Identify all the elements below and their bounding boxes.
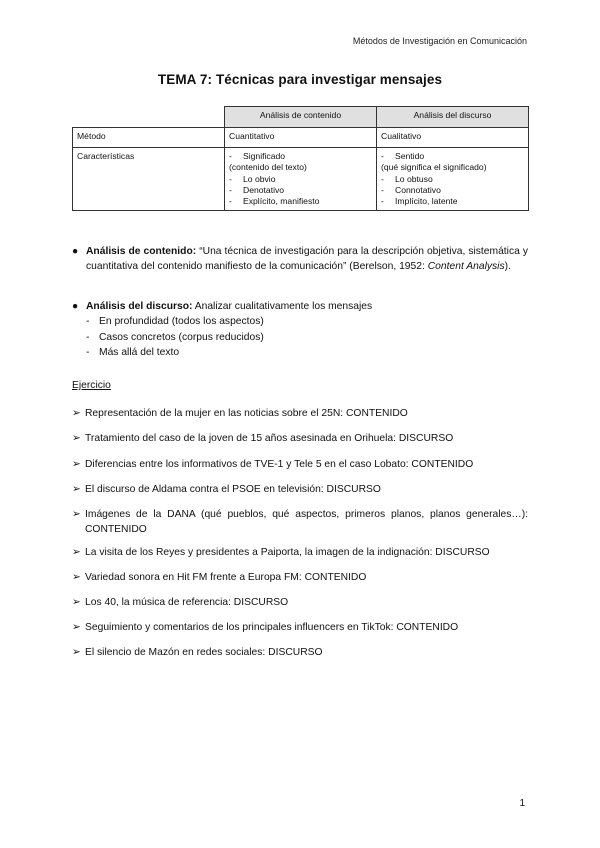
- comparison-table: [72, 106, 529, 211]
- exercise-item: ➢ La visita de los Reyes y presidentes a Paiporta, la imagen de la indignación: DISCURSO: [72, 545, 528, 560]
- bullet-source: Content Analysis: [427, 261, 505, 273]
- page-header: Métodos de Investigación en Comunicación: [352, 36, 527, 46]
- arrow-icon: ➢: [72, 647, 81, 658]
- table-row-features: [73, 148, 529, 211]
- feature-item: Significado: [243, 151, 286, 161]
- exercise-item: ➢ Tratamiento del caso de la joven de 15 años asesinada en Orihuela: DISCURSO: [72, 431, 528, 446]
- feature-item: Lo obtuso: [395, 173, 433, 184]
- exercise-item: ➢ El discurso de Aldama contra el PSOE en televisión: DISCURSO: [72, 482, 528, 497]
- arrow-icon: ➢: [72, 547, 81, 558]
- page-title: TEMA 7: Técnicas para investigar mensajes: [157, 72, 443, 87]
- exercise-heading: Ejercicio: [72, 380, 111, 391]
- feature-item: Lo obvio: [243, 173, 276, 184]
- exercise-item: ➢ Diferencias entre los informativos de TVE-1 y Tele 5 en el caso Lobato: CONTENIDO: [72, 457, 528, 472]
- bullet-definition: “Una técnica de investigación para la descripción objetiva, sistemática y cuantitativa del contenido manifiesto de la comunicación” (Berelson, 1952:: [86, 246, 528, 273]
- arrow-icon: ➢: [72, 572, 81, 583]
- exercise-item: ➢ El silencio de Mazón en redes sociales: DISCURSO: [72, 645, 528, 660]
- bullet-dot-icon: ●: [72, 301, 79, 312]
- exercise-item: ➢ Los 40, la música de referencia: DISCURSO: [72, 595, 528, 610]
- table-header-discourse: Análisis del discurso: [377, 107, 529, 128]
- bullet-source-end: ).: [504, 261, 511, 273]
- method-label: Método: [73, 128, 225, 148]
- table-header-content: Análisis de contenido: [225, 107, 377, 128]
- feature-item: (qué significa el significado): [381, 162, 487, 173]
- feature-item: (contenido del texto): [229, 162, 307, 173]
- arrow-icon: ➢: [72, 459, 81, 470]
- exercise-item: ➢ Seguimiento y comentarios de los principales influencers en TikTok: CONTENIDO: [72, 620, 528, 635]
- features-label: Características: [73, 148, 225, 211]
- method-discourse: Cualitativo: [377, 128, 529, 148]
- arrow-icon: ➢: [72, 433, 81, 444]
- bullet-definition: Analizar cualitativamente los mensajes: [194, 301, 373, 312]
- bullet-content-analysis: [72, 244, 528, 275]
- feature-item: Sentido: [395, 151, 425, 161]
- features-discourse: - Sentido (qué significa el significado) - Lo obtuso - Connotativo - Implícito, latente: [377, 148, 529, 211]
- feature-item: Implícito, latente: [395, 196, 458, 207]
- list-item: Más allá del texto: [99, 347, 180, 359]
- discourse-sublist: - En profundidad (todos los aspectos) - Casos concretos (corpus reducidos) - Más allá del texto: [86, 314, 528, 360]
- arrow-icon: ➢: [72, 484, 81, 495]
- list-item: En profundidad (todos los aspectos): [99, 316, 264, 328]
- feature-item: Connotativo: [395, 184, 441, 195]
- features-content: - Significado (contenido del texto) - Lo obvio - Denotativo - Explícito, manifiesto: [225, 148, 377, 211]
- method-content: Cuantitativo: [225, 128, 377, 148]
- table-corner-cell: [73, 107, 225, 128]
- bullet-term: Análisis del discurso:: [86, 301, 193, 312]
- table-header-row: [73, 107, 529, 128]
- arrow-icon: ➢: [72, 597, 81, 608]
- feature-item: Explícito, manifiesto: [243, 196, 320, 207]
- exercise-item: ➢ Representación de la mujer en las noticias sobre el 25N: CONTENIDO: [72, 406, 528, 421]
- page-number: 1: [519, 798, 525, 809]
- arrow-icon: ➢: [72, 509, 81, 520]
- list-item: Casos concretos (corpus reducidos): [99, 331, 264, 343]
- bullet-discourse-analysis: [72, 299, 528, 361]
- bullet-term: Análisis de contenido:: [86, 246, 197, 257]
- bullet-dot-icon: ●: [72, 246, 79, 257]
- exercise-item: ➢ Imágenes de la DANA (qué pueblos, qué aspectos, primeros planos, planos generales…): CONTENIDO: [72, 509, 528, 536]
- arrow-icon: ➢: [72, 622, 81, 633]
- table-row-method: [73, 128, 529, 148]
- exercise-item: ➢ Variedad sonora en Hit FM frente a Europa FM: CONTENIDO: [72, 570, 528, 585]
- arrow-icon: ➢: [72, 408, 81, 419]
- feature-item: Denotativo: [243, 184, 285, 195]
